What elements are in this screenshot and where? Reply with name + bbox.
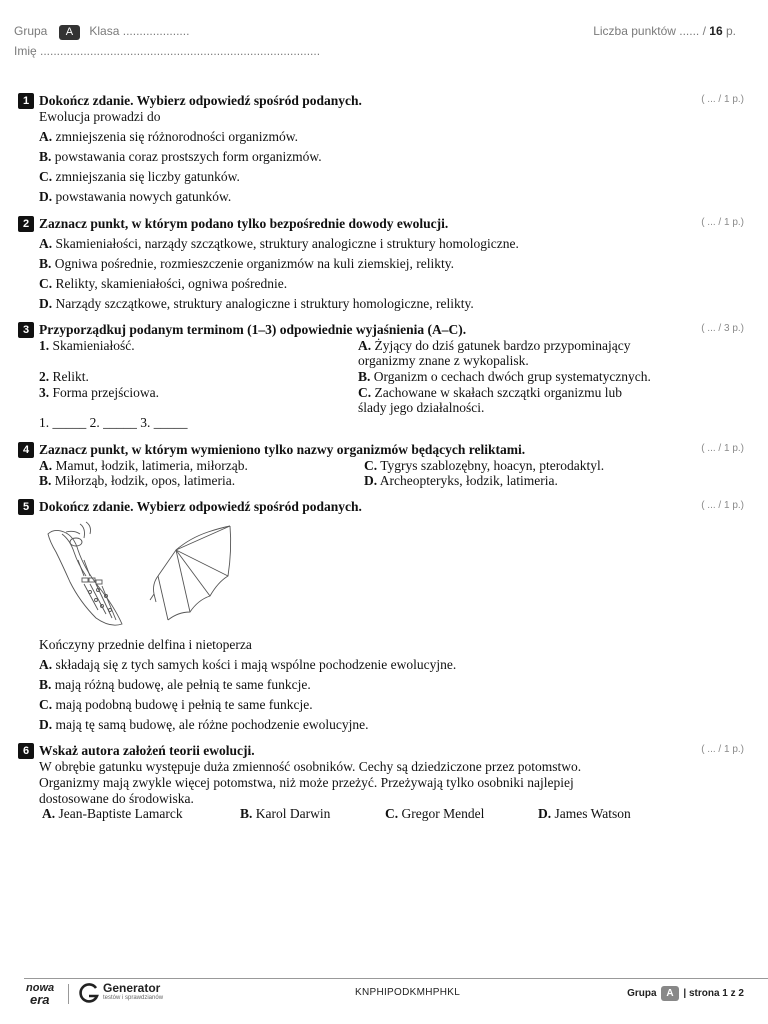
- explanation-b: B. Organizm o cechach dwóch grup systematycznych.: [358, 369, 651, 384]
- logo-era-text: era: [30, 992, 50, 1007]
- question-points: ( ... / 1 p.): [701, 744, 744, 755]
- logo-nowa-text: nowa: [26, 982, 55, 994]
- footer-group-label: Grupa: [627, 988, 657, 999]
- group-field: [14, 24, 189, 40]
- answer-option-b[interactable]: B. Ogniwa pośrednie, rozmieszczenie organizmów na kuli ziemskiej, relikty.: [39, 256, 455, 271]
- document-code: KNPHIPODKMHPHKL: [355, 987, 461, 998]
- answer-option-d[interactable]: D. mają tę samą budowę, ale różne pochodzenie ewolucyjne.: [39, 717, 369, 732]
- answer-option-d[interactable]: D. Archeopteryks, łodzik, latimeria.: [364, 473, 558, 488]
- term-1: 1. Skamieniałość.: [39, 338, 135, 353]
- question-title: Dokończ zdanie. Wybierz odpowiedź spośród podanych.: [39, 93, 362, 108]
- question-title: Przyporządkuj podanym terminom (1–3) odpowiednie wyjaśnienia (A–C).: [39, 322, 467, 337]
- explanation-c-cont: ślady jego działalności.: [358, 400, 485, 415]
- question-points: ( ... / 1 p.): [701, 94, 744, 105]
- explanation-a: A. Żyjący do dziś gatunek bardzo przypominający: [358, 338, 631, 353]
- footer-divider: [24, 978, 768, 979]
- question-title: Zaznacz punkt, w którym podano tylko bezpośrednie dowody ewolucji.: [39, 216, 449, 231]
- points-total: 16: [709, 24, 723, 38]
- answer-option-c[interactable]: C. Tygrys szablozębny, hoacyn, pterodaktyl.: [364, 458, 605, 473]
- points-summary: [593, 24, 736, 38]
- term-3: 3. Forma przejściowa.: [39, 385, 159, 400]
- question-title: Zaznacz punkt, w którym wymieniono tylko nazwy organizmów będących reliktami.: [39, 442, 526, 457]
- generator-g-icon: [78, 982, 100, 1004]
- answer-option-d[interactable]: D. James Watson: [538, 806, 631, 821]
- name-label: Imię ....................................................................................: [14, 44, 321, 58]
- term-2: 2. Relikt.: [39, 369, 89, 384]
- class-label: Klasa ....................: [89, 24, 190, 38]
- question-stem-line: dostosowane do środowiska.: [39, 791, 194, 806]
- question-number: 5: [18, 499, 34, 515]
- points-unit: p.: [725, 24, 736, 38]
- group-label: Grupa: [14, 24, 48, 38]
- footer-group-badge: A: [661, 986, 678, 1001]
- answer-option-b[interactable]: B. mają różną budowę, ale pełnią te same funkcje.: [39, 677, 311, 692]
- answer-option-c[interactable]: C. mają podobną budowę i pełnią te same funkcje.: [39, 697, 313, 712]
- answer-option-b[interactable]: B. powstawania coraz prostszych form organizmów.: [39, 149, 322, 164]
- question-stem-line: W obrębie gatunku występuje duża zmienność osobników. Cechy są dziedziczone przez potomstwo.: [39, 759, 582, 774]
- footer-page-label: | strona 1 z 2: [683, 988, 744, 999]
- group-badge: A: [59, 25, 80, 40]
- question-number: 1: [18, 93, 34, 109]
- answer-option-a[interactable]: A. Mamut, łodzik, latimeria, miłorząb.: [39, 458, 248, 473]
- dolphin-flipper-icon: [48, 522, 122, 625]
- answer-option-d[interactable]: D. Narządy szczątkowe, struktury analogiczne i struktury homologiczne, relikty.: [39, 296, 474, 311]
- explanation-c: C. Zachowane w skałach szczątki organizmu lub: [358, 385, 623, 400]
- question-number: 6: [18, 743, 34, 759]
- question-points: ( ... / 3 p.): [701, 323, 744, 334]
- answer-option-b[interactable]: B. Karol Darwin: [240, 806, 331, 821]
- footer-page-info: [627, 986, 744, 1001]
- answer-option-b[interactable]: B. Miłorząb, łodzik, opos, latimeria.: [39, 473, 236, 488]
- question-points: ( ... / 1 p.): [701, 443, 744, 454]
- explanation-a-cont: organizmy znane z wykopalisk.: [358, 353, 529, 368]
- question-number: 3: [18, 322, 34, 338]
- answer-option-c[interactable]: C. Gregor Mendel: [385, 806, 485, 821]
- answer-option-a[interactable]: A. składają się z tych samych kości i mają wspólne pochodzenie ewolucyjne.: [39, 657, 457, 672]
- logo-separator: [68, 984, 69, 1004]
- question-stem: Kończyny przednie delfina i nietoperza: [39, 637, 252, 652]
- answer-blanks[interactable]: 1. _____ 2. _____ 3. _____: [39, 415, 188, 430]
- question-number: 4: [18, 442, 34, 458]
- question-number: 2: [18, 216, 34, 232]
- question-title: Wskaż autora założeń teorii ewolucji.: [39, 743, 255, 758]
- answer-option-c[interactable]: C. zmniejszania się liczby gatunków.: [39, 169, 240, 184]
- generator-title: Generator: [103, 981, 161, 995]
- bat-wing-icon: [150, 526, 231, 620]
- question-title: Dokończ zdanie. Wybierz odpowiedź spośród podanych.: [39, 499, 362, 514]
- question-stem-line: Organizmy mają zwykle więcej potomstwa, niż może przeżyć. Przeżywają tylko osobniki najlepiej: [39, 775, 574, 790]
- question-stem: Ewolucja prowadzi do: [39, 109, 161, 124]
- answer-option-d[interactable]: D. powstawania nowych gatunków.: [39, 189, 232, 204]
- generator-subtitle: testów i sprawdzianów: [103, 995, 164, 1001]
- answer-option-a[interactable]: A. zmniejszenia się różnorodności organizmów.: [39, 129, 299, 144]
- answer-option-c[interactable]: C. Relikty, skamieniałości, ogniwa pośrednie.: [39, 276, 288, 291]
- nowa-era-logo: [24, 983, 64, 1007]
- question-points: ( ... / 1 p.): [701, 217, 744, 228]
- points-label: Liczba punktów ...... /: [593, 24, 706, 38]
- forelimb-illustration: [40, 520, 250, 632]
- answer-option-a[interactable]: A. Skamieniałości, narządy szczątkowe, struktury analogiczne i struktury homologiczne.: [39, 236, 519, 251]
- answer-option-a[interactable]: A. Jean-Baptiste Lamarck: [42, 806, 183, 821]
- question-points: ( ... / 1 p.): [701, 500, 744, 511]
